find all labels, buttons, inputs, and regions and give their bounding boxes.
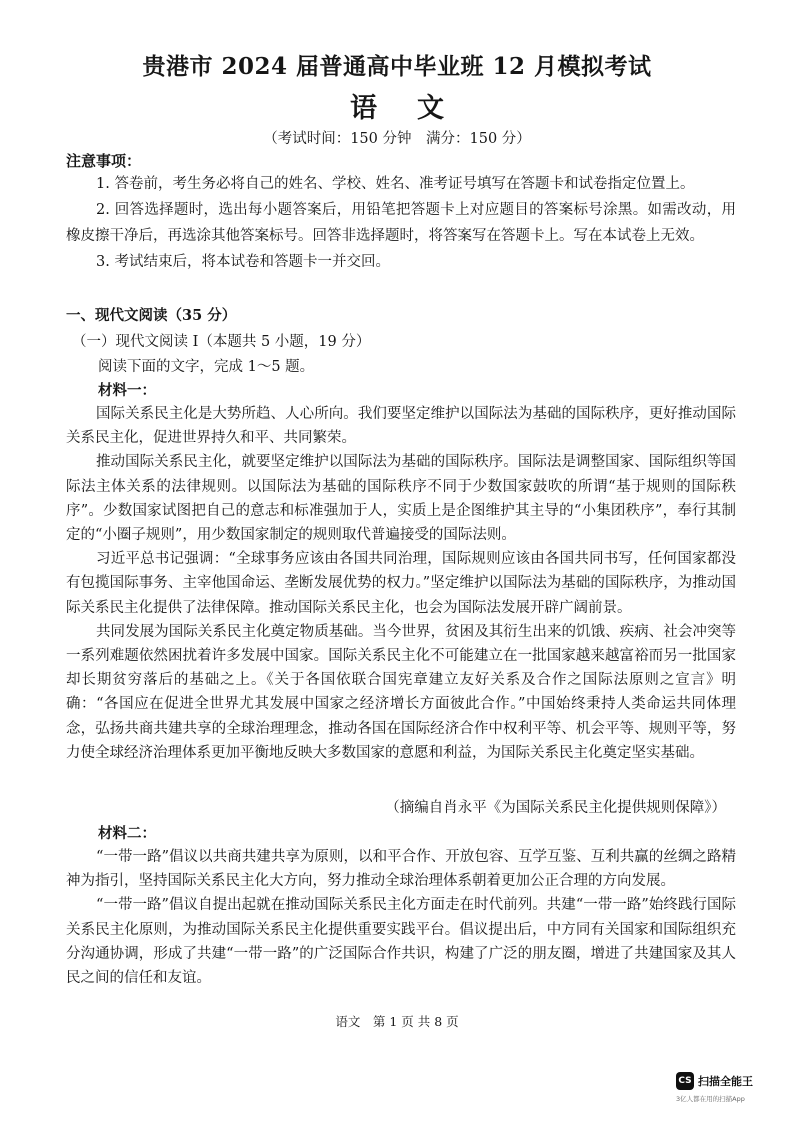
material-two-text: [66, 845, 736, 990]
scanner-tagline: 3亿人都在用的扫描App: [676, 1095, 745, 1103]
page-footer: 语文 第 1 页 共 8 页: [335, 1014, 459, 1029]
paragraph: “一带一路”倡议以共商共建共享为原则，以和平合作、开放包容、互学互鉴、互利共赢的丝绸之路精神为指引，坚持国际关系民主化大方向，努力推动全球治理体系朝着更加公正合理的方向发展。: [66, 849, 736, 890]
scanner-app-name: 扫描全能王: [698, 1075, 753, 1088]
notice-item: 2. 回答选择题时，选出每小题答案后，用铅笔把答题卡上对应题目的答案标号涂黑。如需改动，用橡皮擦干净后，再选涂其他答案标号。回答非选择题时，将答案写在答题卡上。写在本试卷上无效。: [66, 202, 736, 244]
exam-time-score: （考试时间：150 分钟 满分：150 分）: [263, 131, 531, 147]
section-heading: 一、现代文阅读（35 分）: [66, 307, 237, 324]
notice-item: 3. 考试结束后，将本试卷和答题卡一并交回。: [96, 254, 390, 270]
scanner-watermark: [676, 1072, 788, 1112]
material-one-text: [66, 402, 736, 765]
material-two-label: 材料二：: [98, 825, 156, 842]
material-one-label: 材料一：: [98, 382, 156, 399]
paragraph: 习近平总书记强调：“全球事务应该由各国共同治理，国际规则应该由各国共同书写，任何国家都没有包揽国际事务、主宰他国命运、垄断发展优势的权力。”坚定维护以国际法为基础的国际秩序，为推动国际关系民主化提供了法律保障。推动国际关系民主化，也会为国际法发展开辟广阔前景。: [66, 551, 736, 616]
reading-instruction: 阅读下面的文字，完成 1～5 题。: [98, 359, 315, 375]
notice-heading: 注意事项：: [66, 152, 142, 170]
material-one-citation: （摘编自肖永平《为国际关系民主化提供规则保障》）: [385, 800, 726, 816]
subsection-heading: （一）现代文阅读 Ⅰ（本题共 5 小题，19 分）: [72, 334, 371, 350]
paragraph: 推动国际关系民主化，就要坚定维护以国际法为基础的国际秩序。国际法是调整国家、国际组织等国际法主体关系的法律规则。以国际法为基础的国际秩序不同于少数国家鼓吹的所谓“基于规则的国际秩序”。少数国家试图把自己的意志和标准强加于人，实质上是企图维护其主导的“小集团秩序”，奉行其制定的“小圈子规则”，用少数国家制定的规则取代普遍接受的国际法则。: [66, 454, 736, 544]
notice-list: [66, 171, 736, 275]
exam-title: 贵港市 2024 届普通高中毕业班 12 月模拟考试: [142, 53, 652, 80]
camscanner-logo-icon: CS: [676, 1072, 694, 1090]
paragraph: 共同发展为国际关系民主化奠定物质基础。当今世界，贫困及其衍生出来的饥饿、疾病、社会冲突等一系列难题依然困扰着许多发展中国家。国际关系民主化不可能建立在一批国家越来越富裕而另一批国家却长期贫穷落后的基础之上。《关于各国依联合国宪章建立友好关系及合作之国际法原则之宣言》明确：“各国应在促进全世界尤其发展中国家之经济增长方面彼此合作。”中国始终秉持人类命运共同体理念，弘扬共商共建共享的全球治理理念，推动各国在国际经济合作中权利平等、机会平等、规则平等，努力使全球经济治理体系更加平衡地反映大多数国家的意愿和利益，为国际关系民主化奠定坚实基础。: [66, 623, 736, 761]
paragraph: “一带一路”倡议自提出起就在推动国际关系民主化方面走在时代前列。共建“一带一路”始终践行国际关系民主化原则，为推动国际关系民主化提供重要实践平台。倡议提出后，中方同有关国家和国际组织充分沟通协调，形成了共建“一带一路”的广泛国际合作共识，构建了广泛的朋友圈，增进了共建国家及其人民之间的信任和友谊。: [66, 897, 736, 987]
subject-heading: 语文: [350, 93, 484, 124]
paragraph: 国际关系民主化是大势所趋、人心所向。我们要坚定维护以国际法为基础的国际秩序，更好推动国际关系民主化，促进世界持久和平、共同繁荣。: [66, 406, 736, 447]
notice-item: 1. 答卷前，考生务必将自己的姓名、学校、姓名、准考证号填写在答题卡和试卷指定位置上。: [96, 176, 695, 192]
